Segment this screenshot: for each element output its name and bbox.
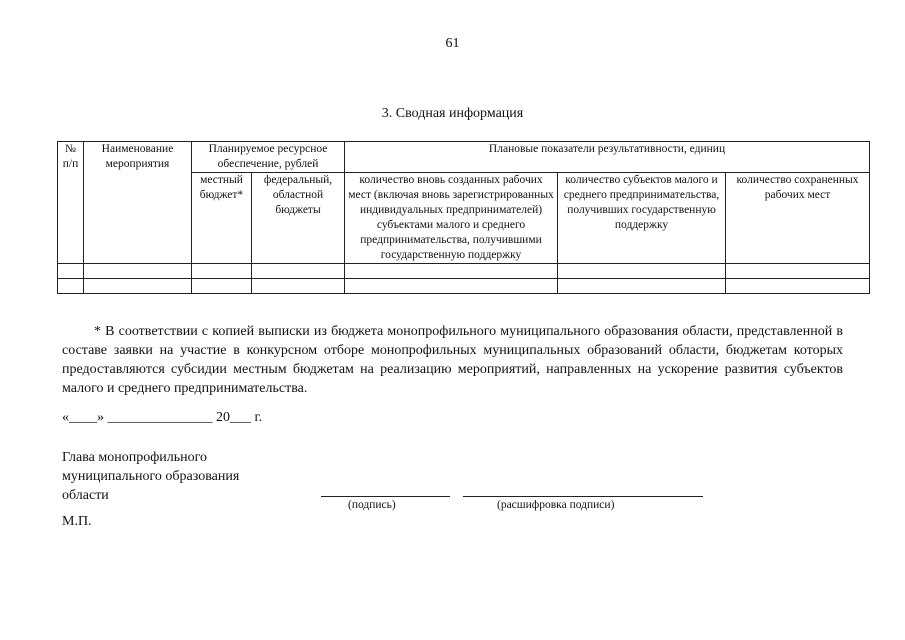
table-cell[interactable] bbox=[558, 279, 726, 294]
header-new-jobs: количество вновь созданных рабочих мест (включая вновь зарегистрированных индивидуальных предпринимателей) субъектами малого и среднего предпринимательства, получившими государственную поддержку bbox=[345, 173, 558, 264]
table-cell[interactable] bbox=[58, 264, 84, 279]
header-federal-budget: федеральный, областной бюджеты bbox=[252, 173, 345, 264]
table-cell[interactable] bbox=[84, 279, 192, 294]
header-sme-count: количество субъектов малого и среднего предпринимательства, получивших государственную поддержку bbox=[558, 173, 726, 264]
signer-title bbox=[62, 448, 239, 505]
header-resource: Планируемое ресурсное обеспечение, рублей bbox=[192, 142, 345, 173]
summary-table bbox=[57, 141, 870, 294]
table-row bbox=[58, 279, 870, 294]
table-cell[interactable] bbox=[84, 264, 192, 279]
header-num: № п/п bbox=[58, 142, 84, 264]
signer-line-3: области bbox=[62, 488, 109, 503]
footnote: * В соответствии с копией выписки из бюджета монопрофильного муниципального образования области, представленной в составе заявки на участие в конкурсном отборе монопрофильных муниципальных образований области, бюджетам которых предоставляются субсидии местным бюджетам на реализацию мероприятий, направленных на ускорение развития субъектов малого и среднего предпринимательства. bbox=[62, 324, 843, 396]
date-line: «____» _______________ 20___ г. bbox=[62, 410, 263, 425]
header-local-budget: местный бюджет* bbox=[192, 173, 252, 264]
decoding-line[interactable] bbox=[463, 496, 703, 497]
section-title: 3. Сводная информация bbox=[381, 106, 524, 121]
table-cell[interactable] bbox=[726, 264, 870, 279]
stamp-place: М.П. bbox=[62, 514, 92, 529]
signature-line[interactable] bbox=[321, 496, 450, 497]
table-cell[interactable] bbox=[558, 264, 726, 279]
table-cell[interactable] bbox=[345, 279, 558, 294]
table-cell[interactable] bbox=[252, 279, 345, 294]
table-cell[interactable] bbox=[252, 264, 345, 279]
header-saved-jobs: количество сохраненных рабочих мест bbox=[726, 173, 870, 264]
table-cell[interactable] bbox=[58, 279, 84, 294]
page-number: 61 bbox=[445, 36, 460, 51]
table-cell[interactable] bbox=[726, 279, 870, 294]
table-cell[interactable] bbox=[345, 264, 558, 279]
signer-line-2: муниципального образования bbox=[62, 469, 240, 484]
signer-line-1: Глава монопрофильного bbox=[62, 450, 208, 465]
table-header-row bbox=[58, 142, 870, 173]
signature-caption: (подпись) bbox=[348, 499, 396, 511]
decoding-caption: (расшифровка подписи) bbox=[497, 499, 615, 511]
table-cell[interactable] bbox=[192, 264, 252, 279]
table-cell[interactable] bbox=[192, 279, 252, 294]
header-name: Наименование мероприятия bbox=[84, 142, 192, 264]
table-row bbox=[58, 264, 870, 279]
header-indicators: Плановые показатели результативности, единиц bbox=[345, 142, 870, 173]
